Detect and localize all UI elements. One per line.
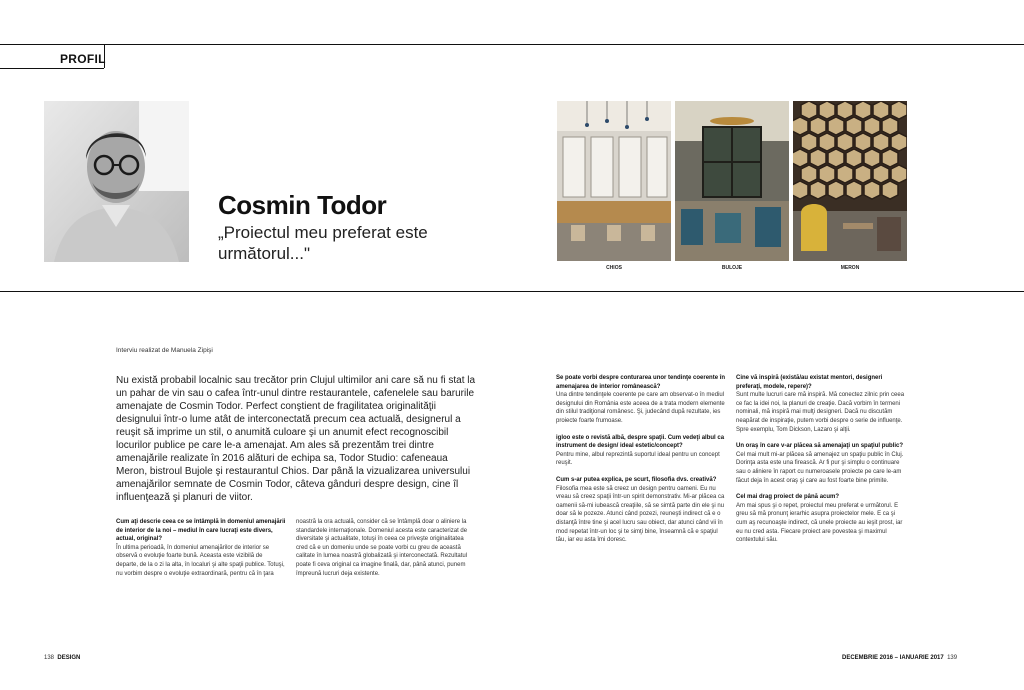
question: Un oraş în care v-ar plăcea să amenajaţi un spaţiul public?: [736, 443, 904, 450]
article-column-3: [556, 374, 726, 545]
question: Cum s-ar putea explica, pe scurt, filosofia dvs. creativă?: [556, 476, 717, 483]
section-underline: [0, 68, 104, 69]
caption-chios: CHIOS: [606, 265, 622, 271]
portrait-photo: [44, 101, 189, 262]
caption-meron: MERON: [840, 265, 860, 271]
article-column-1: [116, 518, 286, 578]
footer-right: [842, 655, 957, 661]
interview-credit: Interviu realizat de Manuela Zipişi: [116, 347, 213, 354]
page-number-left: 138: [44, 655, 55, 661]
top-rule: [0, 44, 1024, 45]
answer: Am mai spus şi o repet, proiectul meu preferat e următorul. E greu să mă pronunţ ierarhic asupra proiectelor mele. E ca şi cum aş recunoaşte indirect, că unele proiecte au ieşit prost, iar eu nu cred asta. Fiecare proiect are povestea şi maximul contextului său.: [736, 502, 903, 544]
answer: În ultima perioadă, în domeniul amenajărilor de interior se observă o evoluţie foarte bună. Aceasta este vizibilă de departe, de la o zi la alta, în localuri şi alte spaţii publice. Totuşi, nu vorbim despre o evoluţie extraordinară, pentru că în ţara: [116, 544, 285, 577]
answer: noastră la ora actuală, consider că se întâmplă doar o aliniere la standardele internaţionale. Domeniul acesta este caracterizat de diversitate şi actualitate, totuşi în ceea ce priveşte originalitatea cred că e un domeniu unde se poate vorbi cu greu de această calitate în lumea noastră globalizată şi interconectată. Rezultatul poate fi ceva original ca imagine finală, dar, până atunci, punem împreună lucruri deja existente.: [296, 519, 468, 577]
question: Cum aţi descrie ceea ce se întâmplă în domeniul amenajării de interior de la noi – mediul în care lucraţi este divers, actual, original?: [116, 519, 286, 543]
footer-left: [44, 655, 80, 661]
page-number-right: 139: [947, 655, 958, 661]
profile-name: Cosmin Todor: [218, 190, 387, 220]
caption-buloje: BULOJE: [721, 265, 743, 271]
photo-buloje: [675, 101, 789, 261]
footer-issue: DECEMBRIE 2016 – IANUARIE 2017: [842, 655, 944, 661]
answer: Una dintre tendinţele coerente pe care am observat-o în mediul designului din România este aceea de a trata modern elemente din stilul tradiţional românesc. Şi, judecând după rezultate, ies proiecte foarte frumoase.: [556, 392, 725, 424]
answer: Filosofia mea este să creez un design pentru oameni. Eu nu vreau să creez spaţii într-un spirit demonstrativ. Mi-ar plăcea ca oamenii să-mi iubească creaţiile, să se simtă parte din ele şi nu doar să le pozeze. Atunci când pozezi, reuneşti indirect că e o distanţă între tine şi acel lucru sau obiect, dar atunci când vii în mod repetat într-un loc şi te simţi bine, înseamnă că e spaţiul tău, iar eu asta îmi doresc.: [556, 485, 725, 544]
meron-image: [793, 101, 907, 261]
question: Se poate vorbi despre conturarea unor tendinţe coerente în amenajarea de interior românească?: [556, 375, 726, 390]
question: Cine vă inspiră (există/au existat mentori, designeri preferaţi, modele, repere)?: [736, 375, 883, 390]
article-column-2: [296, 518, 471, 578]
buloje-image: [675, 101, 789, 261]
question: igloo este o revistă albă, despre spaţii. Cum vedeţi albul ca instrument de design/ ideal estetic/concept?: [556, 434, 725, 450]
section-tag: PROFIL: [60, 52, 106, 66]
article-lead: Nu există probabil localnic sau trecător prin Clujul ultimilor ani care să nu fi stat la un pahar de vin sau o cafea într-unul dintre restaurantele, cafenelele sau barurile amenajate de Cosmin Todor. Perfect conştient de fragilitatea originalităţii designului într-o lume atât de interconectată precum cea actuală, designerul a reuşit să imprime un stil, o anumită culoare şi un anumit efect recognoscibil locurilor publice pe care le-a amenajat. Am ales să prezentăm trei dintre amenajările realizate în 2016 alături de echipa sa, Todor Studio: cafeneaua Meron, bistroul Bujole şi restaurantul Chios. Dar până la vizualizarea universului amenajărilor semnate de Cosmin Todor, câteva gânduri despre design, cine îl influenţează şi planuri de viitor.: [116, 375, 476, 503]
photo-meron: [793, 101, 907, 261]
photo-chios: [557, 101, 671, 261]
answer: Cel mai mult mi-ar plăcea să amenajez un spaţiu public în Cluj. Dorinţa asta este una firească. Ar fi pur şi simplu o continuare sau o aliniere în raport cu numeroasele proiecte pe care le-am făcut deja în acest oraş şi care au fost foarte bine primite.: [736, 451, 904, 484]
portrait-image: [44, 101, 189, 262]
answer: Pentru mine, albul reprezintă suportul ideal pentru un concept reuşit.: [556, 451, 720, 467]
profile-subtitle: „Proiectul meu preferat este următorul...": [218, 223, 428, 263]
question: Cel mai drag proiect de până acum?: [736, 494, 840, 501]
header-bottom-rule: [0, 291, 1024, 292]
chios-image: [557, 101, 671, 261]
article-column-4: [736, 374, 908, 545]
answer: Sunt multe lucruri care mă inspiră. Mă conectez zilnic prin ceea ce fac la idei noi, la planuri de creaţie. Dacă vorbim în termeni nominali, mă inspiră mai mulţi designeri. Dacă nu discutăm neapărat de inspiraţie, putem vorbi despre o serie de influenţe. Spre exemplu, Tom Dickson, Lazaro şi alţii.: [736, 392, 905, 433]
footer-section: DESIGN: [57, 655, 81, 661]
